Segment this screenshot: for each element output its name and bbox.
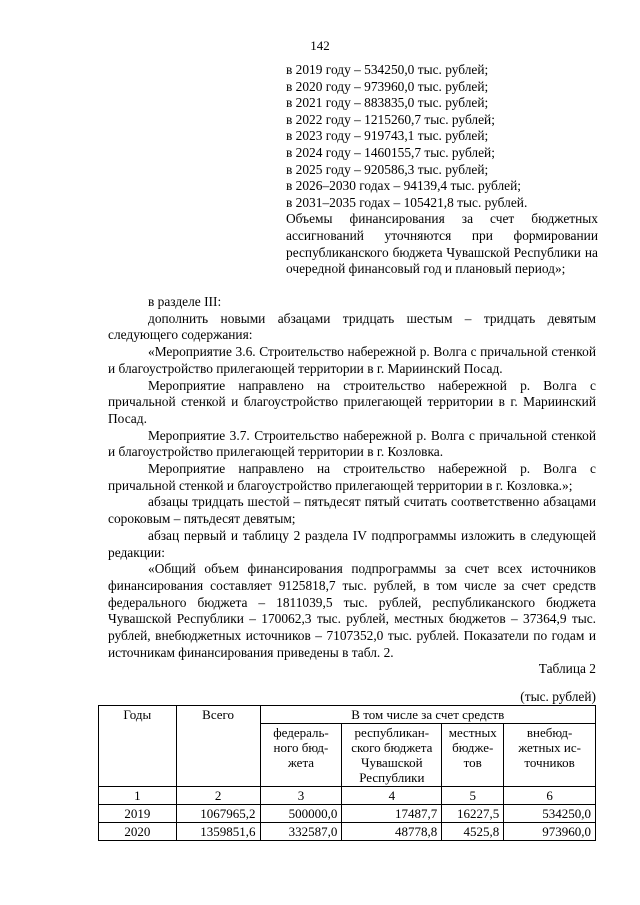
cell-year: 2020 (99, 823, 177, 841)
cell-year: 2019 (99, 805, 177, 823)
paragraph: дополнить новыми абзацами тридцать шестым – тридцать девятым следующего содержания: (108, 310, 596, 343)
column-number: 1 (99, 787, 177, 805)
funding-by-year-block (286, 62, 598, 278)
cell-local: 16227,5 (442, 805, 504, 823)
cell-republic: 48778,8 (342, 823, 442, 841)
funding-year-line: в 2020 году – 973960,0 тыс. рублей; (286, 78, 489, 94)
cell-extra: 973960,0 (504, 823, 596, 841)
paragraph: Мероприятие направлено на строительство набережной р. Волга с причальной стенкой и благоустройство прилегающей территории в г. Козловка.»; (108, 461, 596, 493)
table-row (99, 823, 596, 841)
column-number-row (99, 787, 596, 805)
paragraph: в разделе III: (148, 294, 222, 309)
funding-year-line: в 2025 году – 920586,3 тыс. рублей; (286, 161, 489, 177)
header-local: местных бюдже-тов (442, 724, 504, 787)
cell-republic: 17487,7 (342, 805, 442, 823)
column-number: 6 (504, 787, 596, 805)
funding-year-line: в 2026–2030 годах – 94139,4 тыс. рублей; (286, 178, 521, 194)
funding-year-line: в 2022 году – 1215260,7 тыс. рублей; (286, 111, 495, 127)
table-caption: Таблица 2 (538, 661, 596, 676)
header-extra: внебюд-жетных ис-точников (504, 724, 596, 787)
column-number: 3 (260, 787, 342, 805)
funding-year-line: в 2021 году – 883835,0 тыс. рублей; (286, 95, 489, 111)
column-number: 2 (176, 787, 260, 805)
funding-year-line: в 2019 году – 534250,0 тыс. рублей; (286, 62, 489, 77)
paragraph: абзац первый и таблицу 2 раздела IV подпрограммы изложить в следующей редакции: (108, 527, 596, 560)
table-row (99, 805, 596, 823)
funding-year-line: в 2023 году – 919743,1 тыс. рублей; (286, 128, 489, 144)
header-group: В том числе за счет средств (260, 706, 595, 724)
column-number: 4 (342, 787, 442, 805)
cell-total: 1067965,2 (176, 805, 260, 823)
header-republic: республикан-ского бюджета Чувашской Республики (342, 724, 442, 787)
cell-federal: 332587,0 (260, 823, 342, 841)
financing-table (98, 705, 596, 841)
header-federal: федераль-ного бюд-жета (260, 724, 342, 787)
paragraph: абзацы тридцать шестой – пятьдесят пятый считать соответственно абзацами сороковым – пятьдесят девятым; (108, 494, 596, 527)
cell-total: 1359851,6 (176, 823, 260, 841)
funding-year-line: в 2031–2035 годах – 105421,8 тыс. рублей. (286, 194, 528, 210)
funding-year-line: в 2024 году – 1460155,7 тыс. рублей; (286, 144, 495, 160)
cell-extra: 534250,0 (504, 805, 596, 823)
table-units: (тыс. рублей) (520, 689, 596, 704)
header-years: Годы (99, 706, 177, 787)
table-header-row (99, 706, 596, 724)
funding-note: Объемы финансирования за счет бюджетных ассигнований уточняются при формировании республиканского бюджета Чувашской Республики на очередной финансовый год и плановый период»; (286, 211, 598, 277)
cell-local: 4525,8 (442, 823, 504, 841)
paragraph: «Мероприятие 3.6. Строительство набережной р. Волга с причальной стенкой и благоустройство прилегающей территории в г. Мариинский Посад. (108, 344, 596, 376)
paragraph: Мероприятие 3.7. Строительство набережной р. Волга с причальной стенкой и благоустройство прилегающей территории в г. Козловка. (108, 427, 596, 460)
cell-federal: 500000,0 (260, 805, 342, 823)
page-number: 142 (310, 38, 330, 53)
column-number: 5 (442, 787, 504, 805)
paragraph: «Общий объем финансирования подпрограммы за счет всех источников финансирования составляет 9125818,7 тыс. рублей, в том числе за счет средств федерального бюджета – 1811039,5 тыс. рублей, республиканского бюджета Чувашской Республики – 170062,3 тыс. рублей, местных бюджетов – 37364,9 тыс. рублей, внебюджетных источников – 7107352,0 тыс. рублей. Показатели по годам и источникам финансирования приведены в табл. 2. (108, 561, 596, 660)
header-total: Всего (176, 706, 260, 787)
paragraph: Мероприятие направлено на строительство набережной р. Волга с причальной стенкой и благоустройство прилегающей территории в г. Мариинский Посад. (108, 377, 596, 426)
main-text (108, 294, 596, 661)
